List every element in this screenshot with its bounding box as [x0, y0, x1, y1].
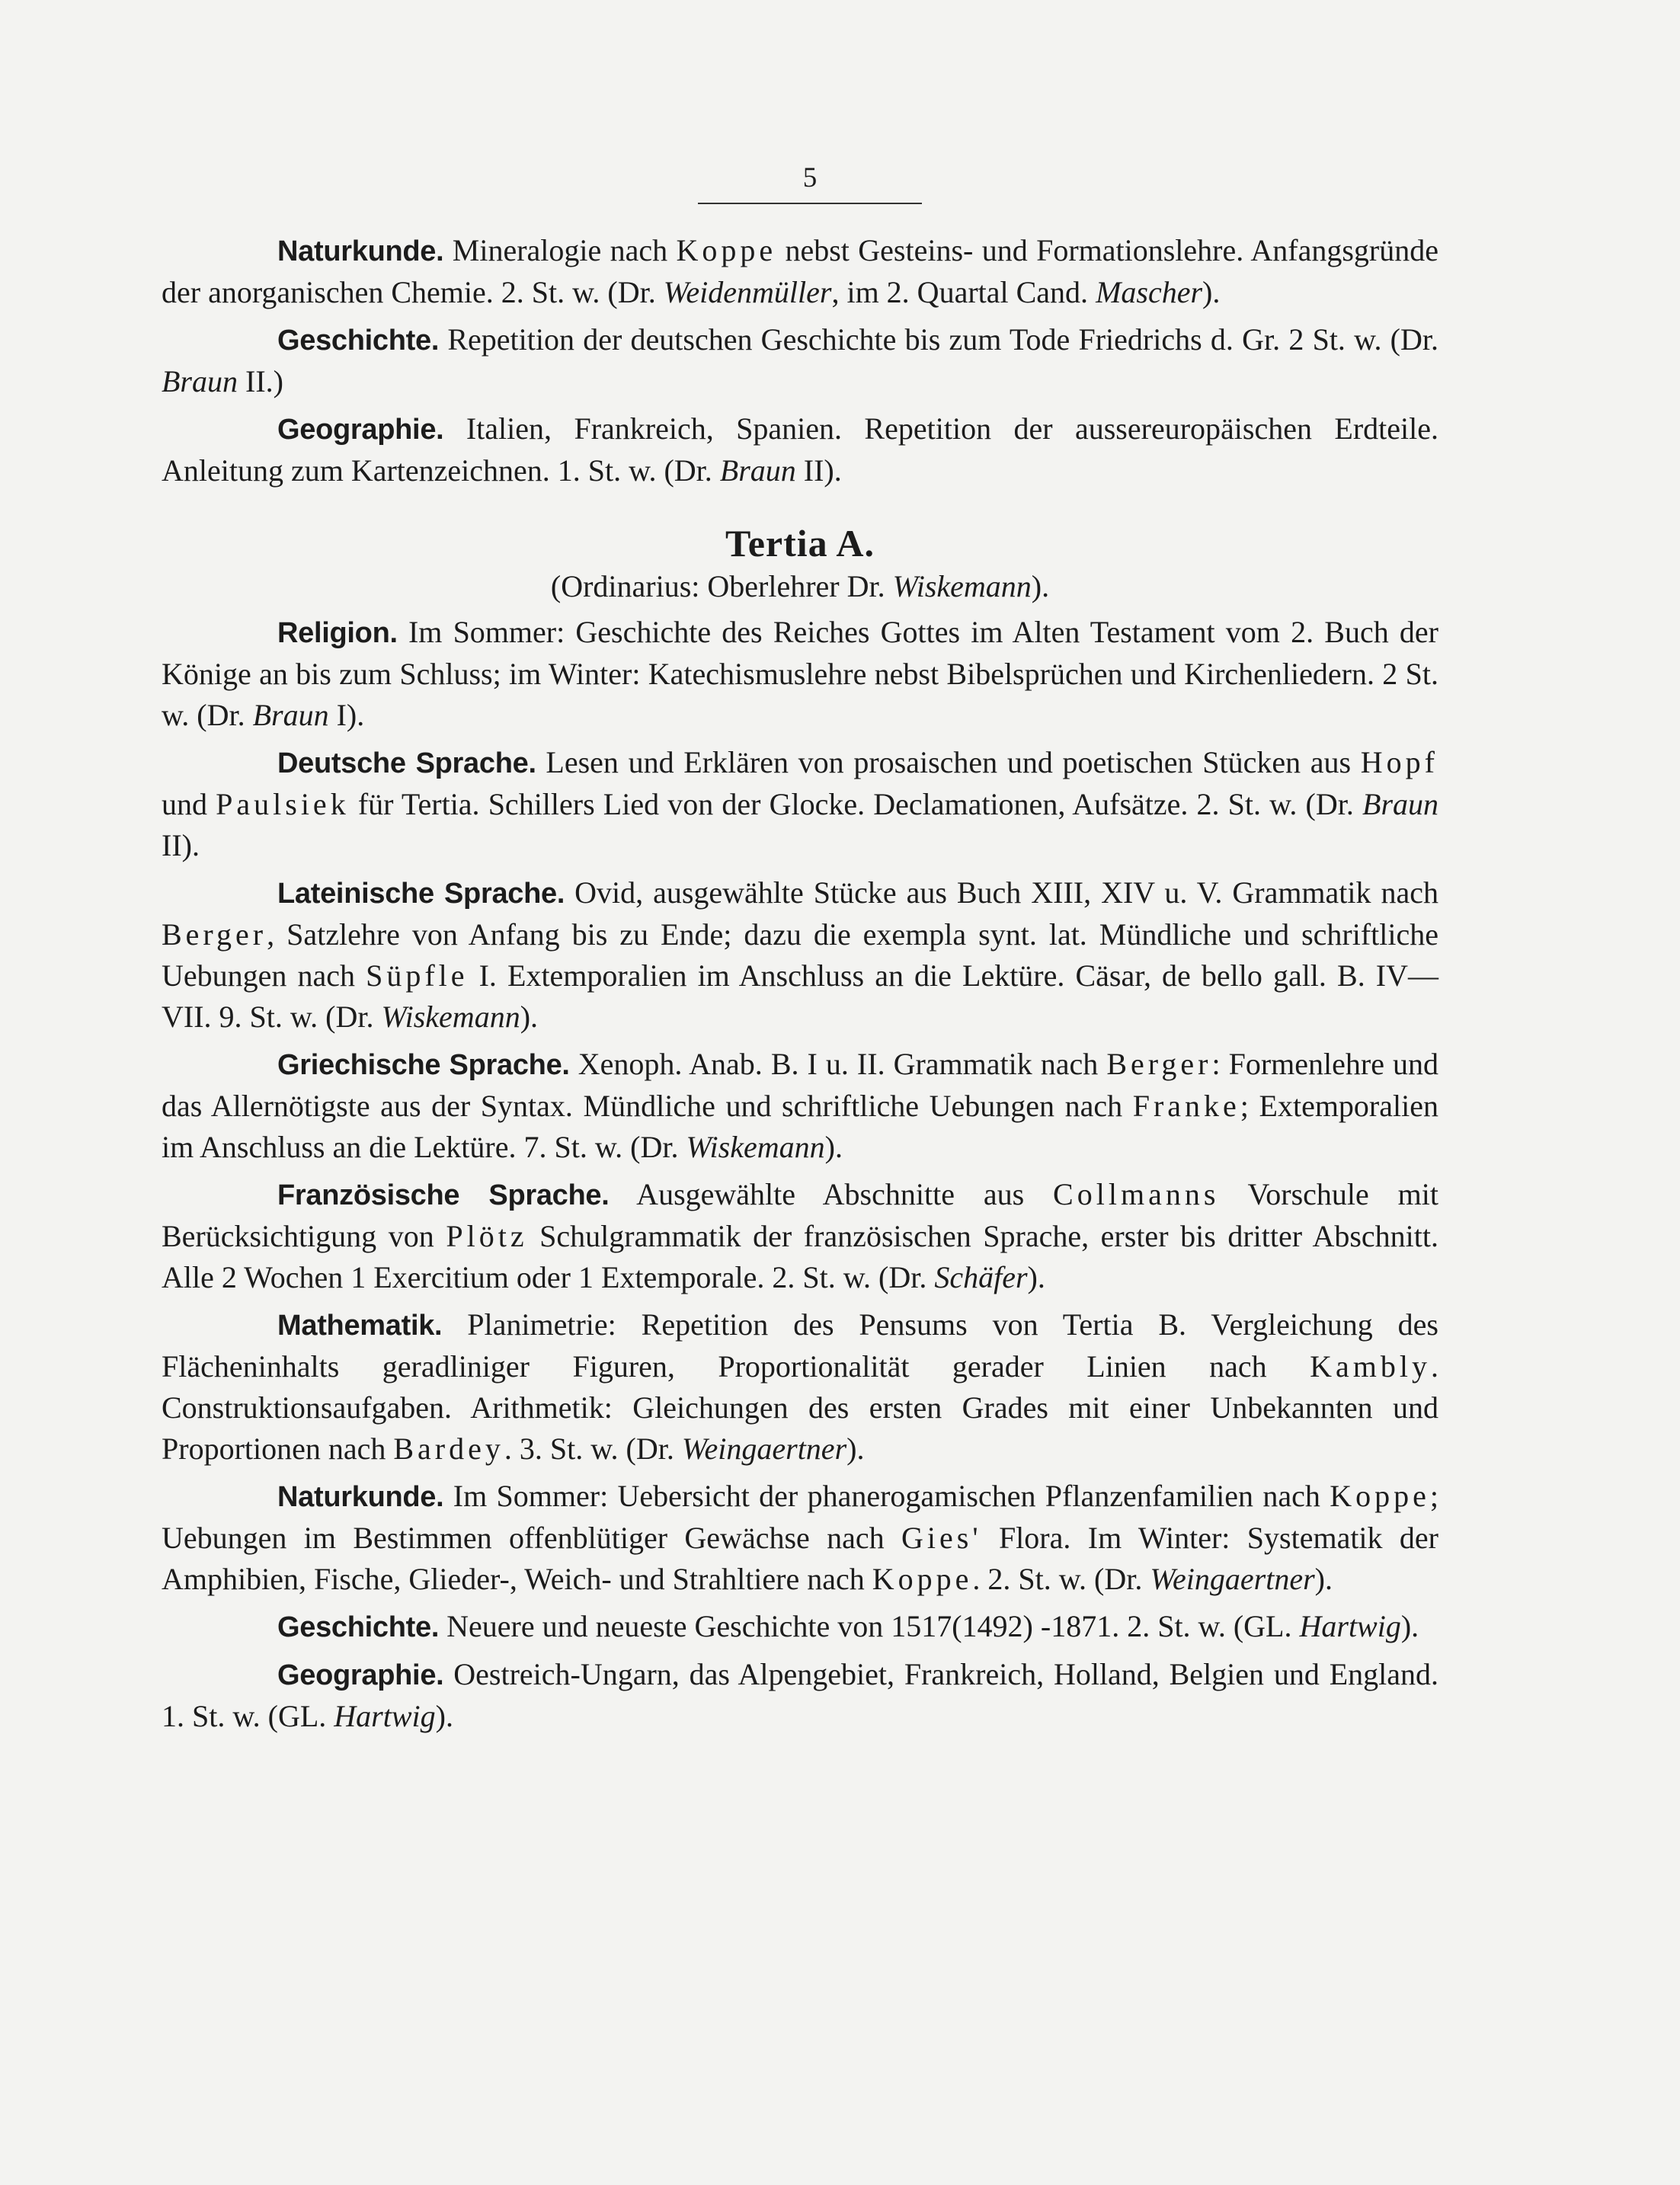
subject-heading: Deutsche Sprache. — [277, 747, 536, 779]
text-segment: . 3. St. w. (Dr. — [504, 1432, 682, 1466]
teacher-name: Hartwig — [1299, 1609, 1401, 1643]
subject-paragraph — [162, 230, 1438, 313]
text-segment: Planimetrie: Repetition des Pensums von Tertia B. Vergleichung des Flächeninhalts geradliniger Figuren, Proportionalität gerader Linien nach — [162, 1307, 1438, 1384]
text-segment: ). — [824, 1130, 843, 1164]
text-segment: Ausgewählte Abschnitte aus — [609, 1177, 1054, 1211]
text-segment: Ovid, ausgewählte Stücke aus Buch XIII, XIV u. V. Grammatik nach — [565, 875, 1438, 910]
section-tertia-a — [162, 612, 1438, 1737]
text-segment: Mineralogie nach — [443, 233, 677, 267]
teacher-name: Weingaertner — [1150, 1562, 1315, 1596]
subject-paragraph — [162, 408, 1438, 491]
subject-heading: Geographie. — [277, 414, 444, 446]
subtitle-teacher: Wiskemann — [892, 569, 1032, 603]
subject-heading: Geschichte. — [277, 1611, 440, 1643]
author-name: Koppe — [1330, 1479, 1430, 1513]
author-name: Süpfle — [366, 958, 469, 993]
subject-heading: Geographie. — [277, 1659, 444, 1691]
subject-paragraph — [162, 1654, 1438, 1737]
text-segment: Neuere und neueste Geschichte von 1517(1492) -1871. 2. St. w. (GL. — [439, 1609, 1300, 1643]
text-segment: I. Extemporalien im Anschluss an die Lektüre. Cäsar, de bello gall. B. IV—VII. 9. St. w. (Dr. — [162, 958, 1438, 1034]
author-name: Franke — [1132, 1089, 1240, 1123]
author-name: Kambly — [1310, 1349, 1431, 1384]
teacher-name: Wiskemann — [686, 1130, 825, 1164]
text-segment: . Construktionsaufgaben. Arithmetik: Gleichungen des ersten Grades mit einer Unbekannten und Proportionen nach — [162, 1349, 1438, 1466]
text-segment: ). — [1400, 1609, 1419, 1643]
page-number: 5 — [802, 162, 818, 194]
text-segment: ). — [520, 1000, 539, 1034]
text-segment: II). — [162, 828, 200, 862]
text-segment: Vorschule mit Berücksichtigung von — [162, 1177, 1438, 1253]
text-segment: und — [162, 787, 216, 821]
text-segment: ). — [1202, 275, 1221, 309]
text-segment: Schulgrammatik der französischen Sprache, erster bis dritter Abschnitt. Alle 2 Wochen 1 Exercitium oder 1 Extemporale. 2. St. w. (Dr. — [162, 1219, 1439, 1294]
text-segment: Oestreich-Ungarn, das Alpengebiet, Frankreich, Holland, Belgien und England. 1. St. w. (GL. — [162, 1657, 1438, 1733]
teacher-name: Braun — [1362, 787, 1439, 821]
author-name: Koppe — [872, 1562, 973, 1596]
text-segment: : Formenlehre und das Allernötigste aus der Syntax. Mündliche und schriftliche Uebungen nach — [162, 1047, 1439, 1123]
teacher-name: Weidenmüller — [663, 275, 832, 309]
text-segment: ). — [846, 1432, 865, 1466]
subject-paragraph — [162, 319, 1438, 402]
text-segment: Repetition der deutschen Geschichte bis zum Tode Friedrichs d. Gr. 2 St. w. (Dr. — [439, 322, 1438, 357]
author-name: Bardey — [393, 1432, 504, 1466]
teacher-name: Weingaertner — [681, 1432, 847, 1466]
subject-paragraph — [162, 1174, 1438, 1298]
text-segment: Xenoph. Anab. B. I u. II. Grammatik nach — [569, 1047, 1107, 1081]
section-subtitle — [162, 566, 1438, 607]
subject-paragraph — [162, 872, 1438, 1038]
text-segment: Flora. Im Winter: Systematik der Amphibien, Fische, Glieder-, Weich- und Strahltiere nach — [162, 1521, 1438, 1596]
subject-heading: Naturkunde. — [277, 1481, 444, 1513]
text-segment: , Satzlehre von Anfang bis zu Ende; dazu die exempla synt. lat. Mündliche und schriftliche Uebungen nach — [162, 917, 1438, 993]
text-segment: Im Sommer: Geschichte des Reiches Gottes im Alten Testament vom 2. Buch der Könige an bis zum Schluss; im Winter: Katechismuslehre nebst Bibelsprüchen und Kirchenliedern. 2 St. w. (Dr. — [162, 615, 1438, 732]
subtitle-suffix: ). — [1031, 569, 1050, 603]
subject-heading: Religion. — [277, 617, 398, 649]
teacher-name: Braun — [719, 453, 796, 488]
author-name: Collmanns — [1053, 1177, 1220, 1211]
subject-paragraph — [162, 1044, 1438, 1168]
header-rule — [698, 203, 922, 204]
subject-paragraph — [162, 1476, 1438, 1600]
subject-heading: Mathematik. — [277, 1310, 443, 1342]
text-segment: Lesen und Erklären von prosaischen und poetischen Stücken aus — [536, 745, 1361, 779]
author-name: Berger — [1106, 1047, 1212, 1081]
subject-heading: Geschichte. — [277, 325, 440, 357]
author-name: Plötz — [446, 1219, 528, 1253]
text-segment: I). — [328, 698, 365, 732]
author-name: Gies' — [901, 1521, 982, 1555]
author-name: Berger — [162, 917, 267, 952]
teacher-name: Wiskemann — [381, 1000, 520, 1034]
text-segment: , im 2. Quartal Cand. — [831, 275, 1096, 309]
author-name: Paulsiek — [216, 787, 350, 821]
text-segment: II.) — [238, 364, 283, 398]
text-segment: . 2. St. w. (Dr. — [972, 1562, 1150, 1596]
subject-paragraph — [162, 1606, 1438, 1648]
text-segment: ). — [435, 1699, 453, 1733]
subject-heading: Lateinische Sprache. — [277, 878, 565, 910]
text-segment: für Tertia. Schillers Lied von der Glocke. Declamationen, Aufsätze. 2. St. w. (Dr. — [349, 787, 1363, 821]
text-segment: nebst Gesteins- und Formationslehre. Anfangsgründe der anorganischen Chemie. 2. St. w. (Dr. — [162, 233, 1438, 309]
subject-heading: Griechische Sprache. — [277, 1049, 570, 1081]
text-segment: Italien, Frankreich, Spanien. Repetition der aussereuropäischen Erdteile. Anleitung zum Kartenzeichnen. 1. St. w. (Dr. — [162, 411, 1438, 488]
page-body — [162, 230, 1438, 1743]
subject-paragraph — [162, 612, 1438, 736]
subtitle-prefix: (Ordinarius: Oberlehrer Dr. — [550, 569, 893, 603]
text-segment: ; Uebungen im Bestimmen offenblütiger Gewächse nach — [162, 1479, 1438, 1555]
teacher-name: Braun — [252, 698, 329, 732]
subject-heading: Naturkunde. — [277, 235, 444, 267]
author-name: Koppe — [676, 233, 777, 267]
teacher-name: Braun — [162, 364, 238, 398]
text-segment: ; Extemporalien im Anschluss an die Lektüre. 7. St. w. (Dr. — [162, 1089, 1438, 1164]
section-previous-class — [162, 230, 1438, 491]
text-segment: Im Sommer: Uebersicht der phanerogamischen Pflanzenfamilien nach — [443, 1479, 1330, 1513]
author-name: Hopf — [1360, 745, 1439, 779]
teacher-name: Hartwig — [334, 1699, 436, 1733]
text-segment: ). — [1027, 1260, 1045, 1294]
teacher-name: Mascher — [1096, 275, 1203, 309]
subject-paragraph — [162, 742, 1438, 866]
section-title: Tertia A. — [725, 522, 875, 565]
subject-heading: Französische Sprache. — [277, 1179, 610, 1211]
subject-paragraph — [162, 1304, 1438, 1470]
teacher-name: Schäfer — [934, 1260, 1028, 1294]
text-segment: ). — [1314, 1562, 1333, 1596]
text-segment: II). — [795, 453, 842, 488]
